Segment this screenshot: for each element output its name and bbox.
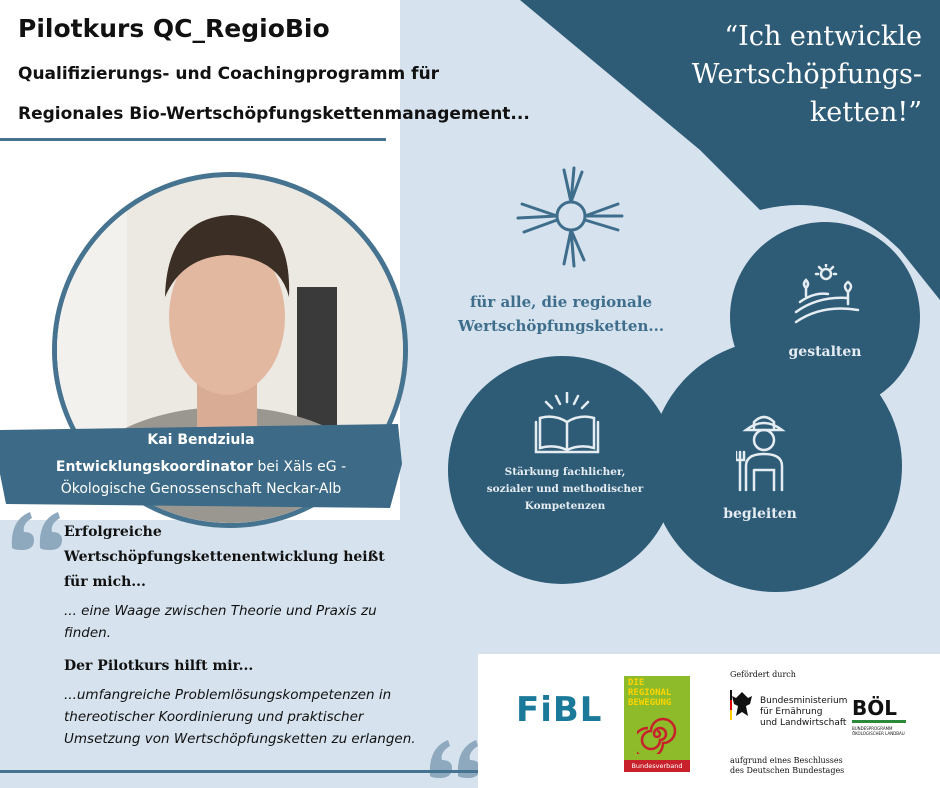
open-quote-icon [10, 510, 64, 550]
testimonial-heading-line3: für mich... [64, 574, 146, 590]
header-divider [0, 138, 386, 141]
program-subtitle-line1: Qualifizierungs- und Coachingprogramm für [18, 64, 440, 84]
footer-divider [0, 770, 548, 773]
testimonial-heading-line1: Erfolgreiche [64, 524, 162, 540]
label-begleiten: begleiten [723, 506, 797, 522]
beschluss-line2: des Deutschen Bundestages [730, 766, 845, 775]
bundestag-note [730, 756, 844, 776]
person-role-title: Entwicklungskoordinator [55, 459, 254, 475]
fibl-logo: FiBL [516, 690, 603, 730]
program-subtitle-line2: Regionales Bio-Wertschöpfungskettenmanagement... [18, 104, 530, 124]
label-gestalten: gestalten [788, 344, 862, 360]
bmel-line1: Bundesministerium [760, 696, 848, 706]
headline-quote-line3: ketten!” [809, 97, 922, 128]
kompetenzen-line2: sozialer und methodischer [486, 483, 644, 495]
answer2-line3: Umsetzung von Wertschöpfungsketten zu erlangen. [64, 731, 416, 747]
testimonial-heading-line2: Wertschöpfungskettenentwicklung heißt [64, 549, 385, 565]
bmel-logo-text [760, 696, 847, 729]
testimonial-answer2 [64, 684, 416, 750]
label-kompetenzen [470, 464, 660, 515]
person-role [0, 456, 402, 500]
farmer-icon [736, 412, 792, 492]
federal-eagle-icon [730, 690, 754, 720]
testimonial-answer1 [64, 600, 377, 644]
regional-logo-line2: REGIONAL [628, 688, 672, 698]
target-audience-text [436, 290, 686, 338]
headline-quote-line1: “Ich entwickle [724, 21, 922, 52]
answer2-line1: ...umfangreiche Problemlösungskompetenzen in [64, 687, 392, 703]
field-landscape-icon [792, 264, 862, 326]
kompetenzen-line1: Stärkung fachlicher, [504, 466, 626, 478]
testimonial-heading [64, 520, 385, 595]
bmel-line3: und Landwirtschaft [760, 718, 847, 728]
spiral-icon [637, 714, 677, 754]
person-name: Kai Bendziula [147, 432, 255, 448]
regionalbewegung-logo [624, 676, 690, 772]
bol-logo-subtext: BUNDESPROGRAMM ÖKOLOGISCHER LANDBAU [852, 726, 905, 736]
bmel-line2: für Ernährung [760, 707, 823, 717]
kompetenzen-line3: Kompetenzen [524, 500, 606, 512]
testimonial-heading2: Der Pilotkurs hilft mir... [64, 658, 254, 674]
bol-logo: BÖL [852, 696, 897, 720]
answer1-line1: ... eine Waage zwischen Theorie und Praxis zu [64, 603, 377, 619]
answer1-line2: finden. [64, 625, 111, 641]
person-organization: Ökologische Genossenschaft Neckar-Alb [60, 481, 342, 497]
hands-together-icon [508, 160, 634, 272]
funded-by-label: Gefördert durch [730, 670, 796, 679]
regional-logo-bottom: Bundesverband [624, 760, 690, 772]
open-book-icon [534, 392, 600, 454]
forall-line2: Wertschöpfungsketten... [457, 317, 665, 335]
regional-logo-line1: DIE [628, 678, 645, 688]
headline-quote [592, 18, 922, 132]
answer2-line2: thereotischer Koordinierung und praktischer [64, 709, 364, 725]
forall-line1: für alle, die regionale [469, 293, 653, 311]
headline-quote-line2: Wertschöpfungs- [691, 59, 922, 90]
bol-logo-bar [852, 720, 906, 723]
regional-logo-line3: BEWEGUNG [628, 698, 672, 708]
beschluss-line1: aufgrund eines Beschlusses [730, 756, 843, 765]
person-role-company: bei Xäls eG - [253, 459, 347, 475]
page-title: Pilotkurs QC_RegioBio [18, 14, 330, 43]
